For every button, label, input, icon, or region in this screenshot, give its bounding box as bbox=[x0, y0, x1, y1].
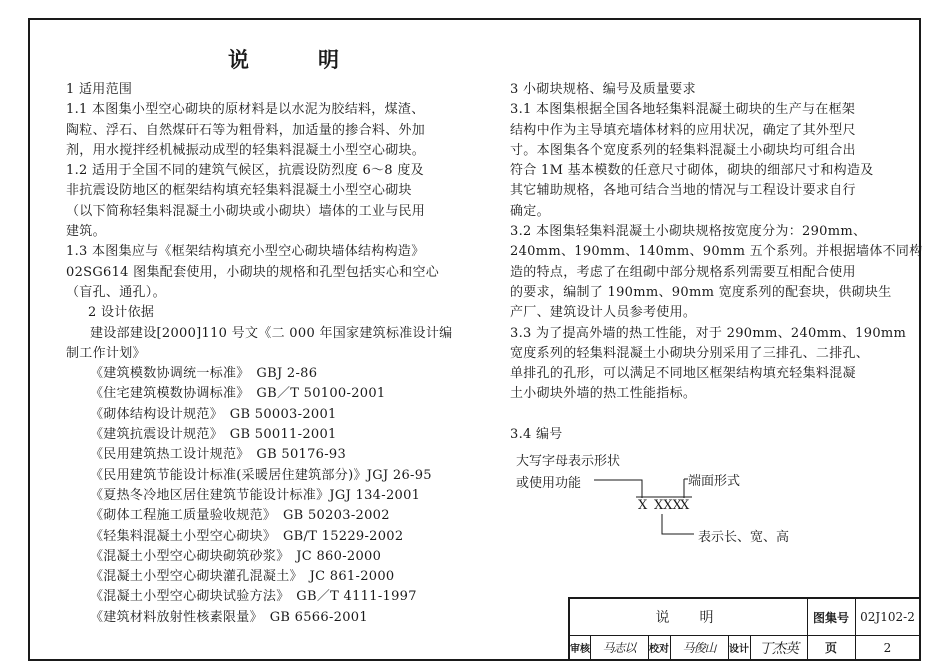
code-x-first: X bbox=[638, 498, 648, 513]
left-column bbox=[66, 80, 452, 628]
review-signature: 马志以 bbox=[602, 641, 636, 655]
text-line: 寸。本图集各个宽度系列的轻集料混凝土小砌块均可组合出 bbox=[510, 142, 856, 158]
label-shape: 大写字母表示形状 bbox=[516, 454, 621, 469]
page-label: 页 bbox=[824, 641, 837, 655]
text-line: 非抗震设防地区的框架结构填充轻集料混凝土小型空心砌块 bbox=[66, 183, 412, 199]
standard-item: 《建筑材料放射性核素限量》 GB 6566-2001 bbox=[90, 609, 368, 625]
standard-item: 《建筑模数协调统一标准》 GBJ 2-86 bbox=[90, 366, 318, 382]
text-line: 3.3 为了提高外墙的热工性能，对于 290mm、240mm、190mm bbox=[510, 325, 907, 341]
standard-item: 《混凝土小型空心砌块砌筑砂浆》 JC 860-2000 bbox=[90, 548, 382, 564]
code-x-last: X bbox=[680, 498, 690, 513]
text-line: 其它辅助规格，各地可结合当地的情况与工程设计要求自行 bbox=[510, 183, 856, 199]
text-line: 3.2 本图集轻集料混凝土小砌块规格按宽度分为：290mm、 bbox=[510, 224, 867, 240]
label-size: 表示长、宽、高 bbox=[698, 530, 790, 545]
numbering-diagram bbox=[512, 448, 832, 558]
page-title: 说 明 bbox=[228, 47, 363, 72]
page-number: 2 bbox=[883, 640, 892, 655]
atlas-no: 02J102-2 bbox=[860, 610, 915, 624]
code-xxx: XXX bbox=[654, 498, 682, 513]
standard-item: 《夏热冬冷地区居住建筑节能设计标准》JGJ 134-2001 bbox=[90, 487, 421, 503]
standard-item: 《轻集料混凝土小型空心砌块》 GB/T 15229-2002 bbox=[90, 528, 404, 544]
text-line: 制工作计划》 bbox=[66, 345, 146, 361]
design-label: 设计 bbox=[729, 644, 749, 655]
text-line: 剂，用水搅拌经机械振动成型的轻集料混凝土小型空心砌块。 bbox=[66, 142, 426, 158]
text-line: 1.3 本图集应与《框架结构填充小型空心砌块墙体结构构造》 bbox=[66, 244, 425, 260]
text-line: （盲孔、通孔）。 bbox=[66, 284, 166, 300]
label-end-form: 端面形式 bbox=[688, 474, 741, 489]
text-line: （以下简称轻集料混凝土小砌块或小砌块）墙体的工业与民用 bbox=[66, 203, 426, 219]
standard-item: 《混凝土小型空心砌块灌孔混凝土》 JC 861-2000 bbox=[90, 569, 395, 585]
label-function: 或使用功能 bbox=[516, 476, 582, 491]
right-column bbox=[510, 80, 923, 445]
text-line: 1.1 本图集小型空心砌块的原材料是以水泥为胶结料，煤渣、 bbox=[66, 102, 425, 118]
review-label: 审核 bbox=[570, 644, 590, 655]
standard-item: 《砌体工程施工质量验收规范》 GB 50203-2002 bbox=[90, 508, 390, 524]
standard-item: 《民用建筑热工设计规范》 GB 50176-93 bbox=[90, 447, 347, 463]
section-3-4-heading: 3.4 编号 bbox=[510, 426, 563, 442]
text-line: 的要求，编制了 190mm、90mm 宽度系列的配套块，供砌块生 bbox=[510, 284, 892, 300]
text-line: 240mm、190mm、140mm、90mm 五个系列。并根据墙体不同构 bbox=[510, 244, 923, 260]
text-line: 宽度系列的轻集料混凝土小砌块分别采用了三排孔、二排孔、 bbox=[510, 345, 870, 361]
text-line: 符合 1M 基本模数的任意尺寸砌体，砌块的细部尺寸和构造及 bbox=[510, 163, 874, 179]
text-line: 土小砌块外墙的热工性能指标。 bbox=[510, 386, 697, 402]
numbering-leader-lines bbox=[512, 448, 832, 558]
standard-item: 《民用建筑节能设计标准(采暖居住建筑部分)》JGJ 26-95 bbox=[90, 467, 432, 483]
check-label: 校对 bbox=[649, 644, 669, 655]
section-1-heading: 1 适用范围 bbox=[66, 82, 133, 97]
standard-item: 《住宅建筑模数协调标准》 GB／T 50100-2001 bbox=[90, 386, 386, 402]
text-line: 造的特点，考虑了在组砌中部分规格系列需要互相配合使用 bbox=[510, 264, 856, 280]
title-block-name: 说 明 bbox=[655, 610, 722, 626]
text-line: 建设部建设[2000]110 号文《二 000 年国家建筑标准设计编 bbox=[90, 325, 453, 341]
text-line: 陶粒、浮石、自然煤矸石等为粗骨料，加适量的掺合料、外加 bbox=[66, 122, 426, 138]
title-block bbox=[568, 597, 920, 660]
standard-item: 《混凝土小型空心砌块试验方法》 GB／T 4111-1997 bbox=[90, 589, 417, 605]
text-line: 1.2 适用于全国不同的建筑气候区，抗震设防烈度 6～8 度及 bbox=[66, 163, 424, 179]
text-line: 建筑。 bbox=[66, 224, 106, 240]
standard-item: 《砌体结构设计规范》 GB 50003-2001 bbox=[90, 406, 337, 422]
text-line: 结构中作为主导填充墙体材料的应用状况，确定了其外型尺 bbox=[510, 122, 856, 138]
text-line: 02SG614 图集配套使用，小砌块的规格和孔型包括实心和空心 bbox=[66, 264, 440, 280]
text-line: 产厂、建筑设计人员参考使用。 bbox=[510, 305, 697, 321]
design-signature: 丁杰英 bbox=[759, 640, 798, 657]
text-line: 3.1 本图集根据全国各地轻集料混凝土砌块的生产与在框架 bbox=[510, 102, 856, 118]
check-signature: 马俊山 bbox=[682, 641, 716, 655]
text-line: 单排孔的孔形，可以满足不同地区框架结构填充轻集料混凝 bbox=[510, 366, 856, 382]
standard-item: 《建筑抗震设计规范》 GB 50011-2001 bbox=[90, 427, 337, 443]
section-2-heading: 2 设计依据 bbox=[88, 305, 155, 321]
atlas-no-label: 图集号 bbox=[812, 610, 849, 625]
section-3-heading: 3 小砌块规格、编号及质量要求 bbox=[510, 82, 696, 97]
text-line: 确定。 bbox=[510, 203, 550, 219]
